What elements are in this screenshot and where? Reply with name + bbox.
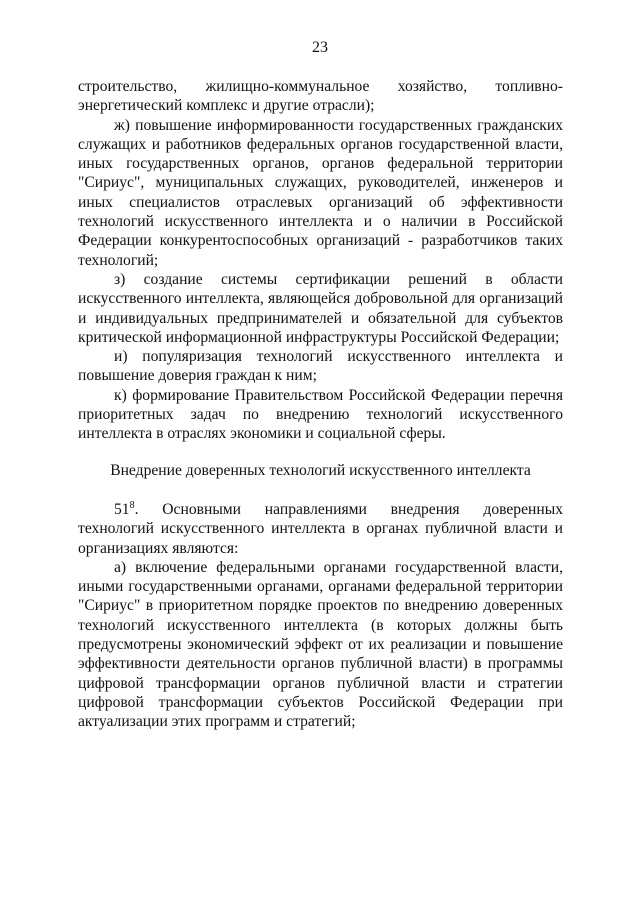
- paragraph-item-a: а) включение федеральными органами государственной власти, иными государственными органами, органами федеральной территории "Сириус" в приоритетном порядке проектов по внедрению доверенных технологий искусственного интеллекта (в которых должны быть предусмотрены экономический эффект от их реализации и повышение эффективности деятельности органов публичной власти) в программы цифровой трансформации органов публичной власти и стратегии цифровой трансформации субъектов Российской Федерации при актуализации этих программ и стратегий;: [78, 558, 563, 731]
- paragraph-item-i: и) популяризация технологий искусственного интеллекта и повышение доверия граждан к ним;: [78, 348, 563, 385]
- section-heading: Внедрение доверенных технологий искусственного интеллекта: [110, 461, 531, 479]
- paragraph-item-k: к) формирование Правительством Российской Федерации перечня приоритетных задач по внедрению технологий искусственного интеллекта в отраслях экономики и социальной сферы.: [78, 386, 563, 443]
- clause-superscript: 8: [129, 499, 135, 511]
- clause-51-8: [78, 500, 563, 558]
- paragraph-item-z: з) создание системы сертификации решений в области искусственного интеллекта, являющейся добровольной для организаций и индивидуальных предпринимателей и обязательной для субъектов критической информационной инфраструктуры Российской Федерации;: [78, 270, 563, 346]
- paragraph-item-zh: ж) повышение информированности государственных гражданских служащих и работников федеральных органов государственной власти, иных государственных органов, органов федеральной территории "Сириус", муниципальных служащих, руководителей, инженеров и иных специалистов отраслевых организаций об эффективности технологий искусственного интеллекта и о наличии в Российской Федерации конкурентоспособных организаций - разработчиков таких технологий;: [78, 116, 563, 269]
- clause-number: 51: [114, 500, 130, 518]
- paragraph-continuation: строительство, жилищно-коммунальное хозяйство, топливно-энергетический комплекс и другие отрасли);: [78, 78, 563, 115]
- page-number: 23: [312, 39, 328, 56]
- document-body: [78, 77, 563, 732]
- clause-text: . Основными направлениями внедрения доверенных технологий искусственного интеллекта в органах публичной власти и организациях являются:: [78, 500, 563, 557]
